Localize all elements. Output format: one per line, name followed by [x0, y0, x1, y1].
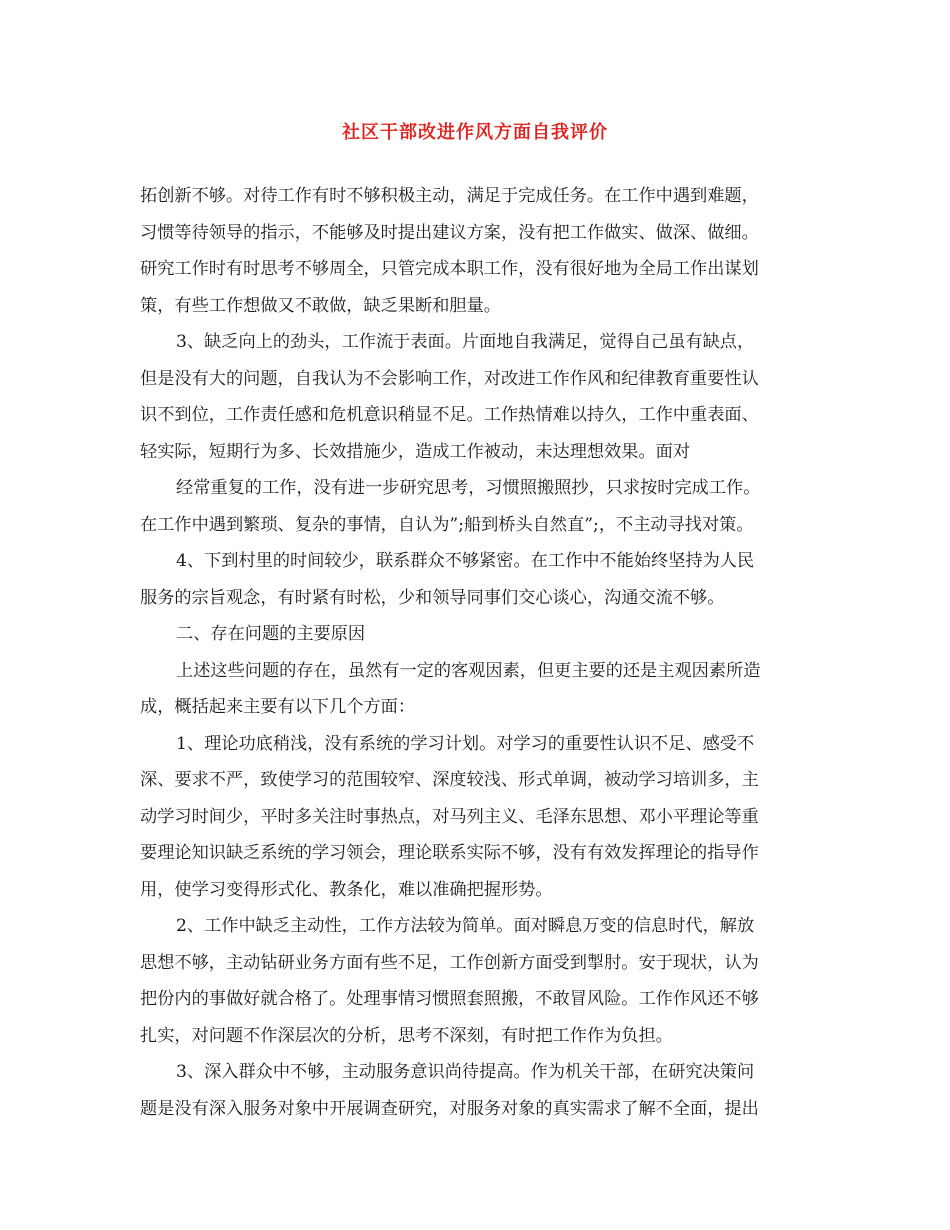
text-line: 3、缺乏向上的劲头，工作流于表面。片面地自我满足，觉得自己虽有缺点， — [176, 332, 755, 352]
text-line: 4、下到村里的时间较少，联系群众不够紧密。在工作中不能始终坚持为人民 — [176, 551, 755, 571]
text-line: 策，有些工作想做又不敢做，缺乏果断和胆量。 — [140, 295, 501, 316]
text-line: 3、深入群众中不够，主动服务意识尚待提高。作为机关干部，在研究决策问 — [176, 1062, 755, 1082]
text-line: 用，使学习变得形式化、教条化，难以准确把握形势。 — [140, 879, 553, 900]
text-line: 在工作中遇到繁琐、复杂的事情，自认为”;船到桥头自然直”;，不主动寻找对策。 — [140, 514, 754, 535]
text-line: 1、理论功底稍浅，没有系统的学习计划。对学习的重要性认识不足、感受不 — [176, 733, 755, 754]
text-line: 经常重复的工作，没有进一步研究思考，习惯照搬照抄，只求按时完成工作。 — [176, 478, 761, 498]
text-line: 研究工作时有时思考不够周全，只管完成本职工作，没有很好地为全局工作出谋划 — [140, 259, 759, 279]
text-line: 要理论知识缺乏系统的学习领会，理论联系实际不够，没有有效发挥理论的指导作 — [140, 843, 759, 863]
text-line: 识不到位，工作责任感和危机意识稍显不足。工作热情难以持久，工作中重表面、 — [140, 405, 759, 425]
text-line: 成，概括起来主要有以下几个方面： — [140, 697, 416, 717]
text-line: 二、存在问题的主要原因 — [176, 624, 366, 644]
text-line: 思想不够，主动钻研业务方面有些不足，工作创新方面受到掣肘。安于现状，认为 — [140, 952, 759, 973]
text-line: 轻实际，短期行为多、长效措施少，造成工作被动，未达理想效果。面对 — [140, 441, 691, 462]
text-line: 题是没有深入服务对象中开展调查研究，对服务对象的真实需求了解不全面，提出 — [140, 1098, 759, 1119]
text-line: 服务的宗旨观念，有时紧有时松，少和领导同事们交心谈心，沟通交流不够。 — [140, 587, 725, 608]
text-line: 但是没有大的问题，自我认为不会影响工作，对改进工作作风和纪律教育重要性认 — [140, 368, 759, 389]
text-line: 习惯等待领导的指示，不能够及时提出建议方案，没有把工作做实、做深、做细。 — [140, 222, 759, 243]
document-body — [140, 178, 822, 1127]
text-line: 动学习时间少，平时多关注时事热点，对马列主义、毛泽东思想、邓小平理论等重 — [140, 806, 759, 827]
text-line: 扎实，对问题不作深层次的分析，思考不深刻，有时把工作作为负担。 — [140, 1025, 673, 1046]
text-line: 深、要求不严，致使学习的范围较窄、深度较浅、形式单调，被动学习培训多，主 — [140, 770, 759, 790]
text-line: 上述这些问题的存在，虽然有一定的客观因素，但更主要的还是主观因素所造 — [176, 660, 761, 681]
document-title: 社区干部改进作风方面自我评价 — [342, 122, 608, 143]
text-line: 拓创新不够。对待工作有时不够积极主动，满足于完成任务。在工作中遇到难题， — [140, 186, 759, 206]
text-line: 2、工作中缺乏主动性，工作方法较为简单。面对瞬息万变的信息时代，解放 — [176, 916, 755, 936]
text-line: 把份内的事做好就合格了。处理事情习惯照套照搬，不敢冒风险。工作作风还不够 — [140, 989, 759, 1009]
